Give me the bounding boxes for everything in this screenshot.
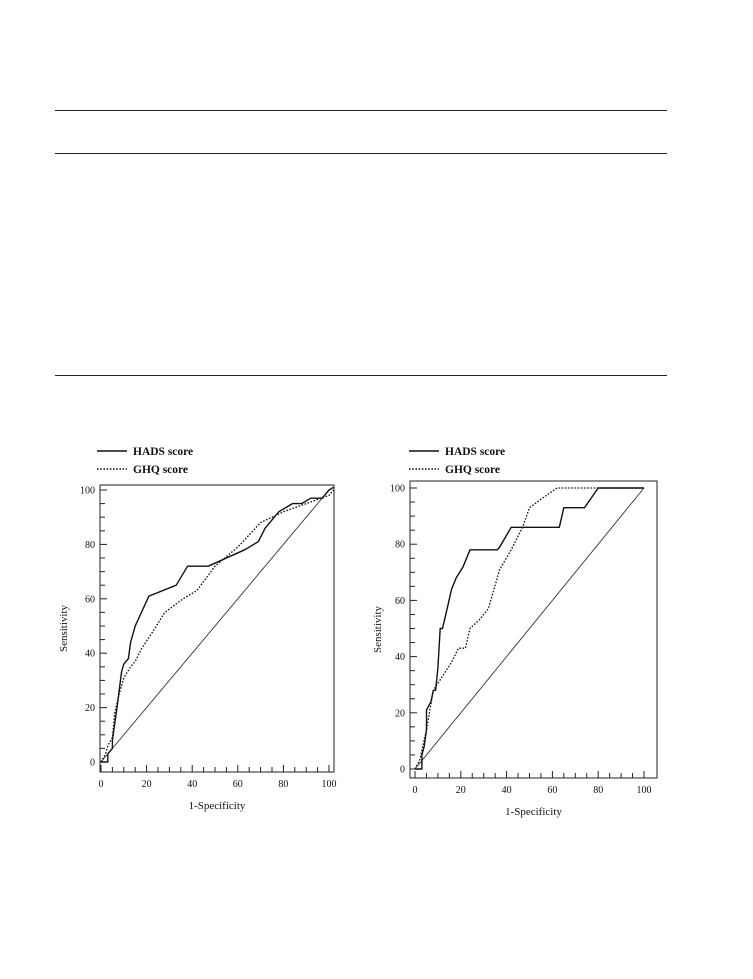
y-tick-label: 100 [80,485,95,497]
x-tick-label: 40 [187,779,198,790]
x-tick-label: 0 [412,785,418,796]
table-header-rule [55,153,667,154]
x-tick-label: 60 [547,785,558,796]
plot-frame [410,481,657,778]
table-bottom-rule [55,375,667,376]
y-tick-label: 60 [85,594,95,606]
y-tick-label: 20 [395,708,405,720]
x-tick-label: 100 [321,779,337,790]
y-tick-label: 0 [400,764,405,776]
legend-label: GHQ score [133,464,189,476]
y-tick-label: 0 [90,757,95,769]
roc-chart-left [0,430,376,830]
x-tick-label: 80 [593,785,604,796]
y-tick-label: 40 [85,648,95,660]
x-tick-label: 40 [501,785,512,796]
x-axis-title: 1-Specificity [188,800,246,812]
roc-chart-right [372,430,753,830]
y-tick-label: 60 [395,595,405,607]
y-axis-title: Sensitivity [372,605,384,654]
legend-label: GHQ score [445,464,501,476]
y-tick-label: 80 [395,539,405,551]
y-tick-label: 20 [85,703,95,715]
table-top-rule [55,110,667,111]
diagonal-reference-line [415,488,644,769]
x-tick-label: 0 [98,779,104,790]
x-tick-label: 60 [232,779,243,790]
y-tick-label: 100 [390,483,405,495]
x-tick-label: 20 [141,779,152,790]
legend-label: HADS score [445,446,506,458]
x-tick-label: 100 [636,785,652,796]
y-tick-label: 40 [395,652,405,664]
x-tick-label: 80 [278,779,289,790]
x-axis-title: 1-Specificity [505,806,562,818]
y-tick-label: 80 [85,539,95,551]
y-axis-title: Sensitivity [58,604,70,653]
x-tick-label: 20 [455,785,466,796]
legend-label: HADS score [133,446,194,458]
